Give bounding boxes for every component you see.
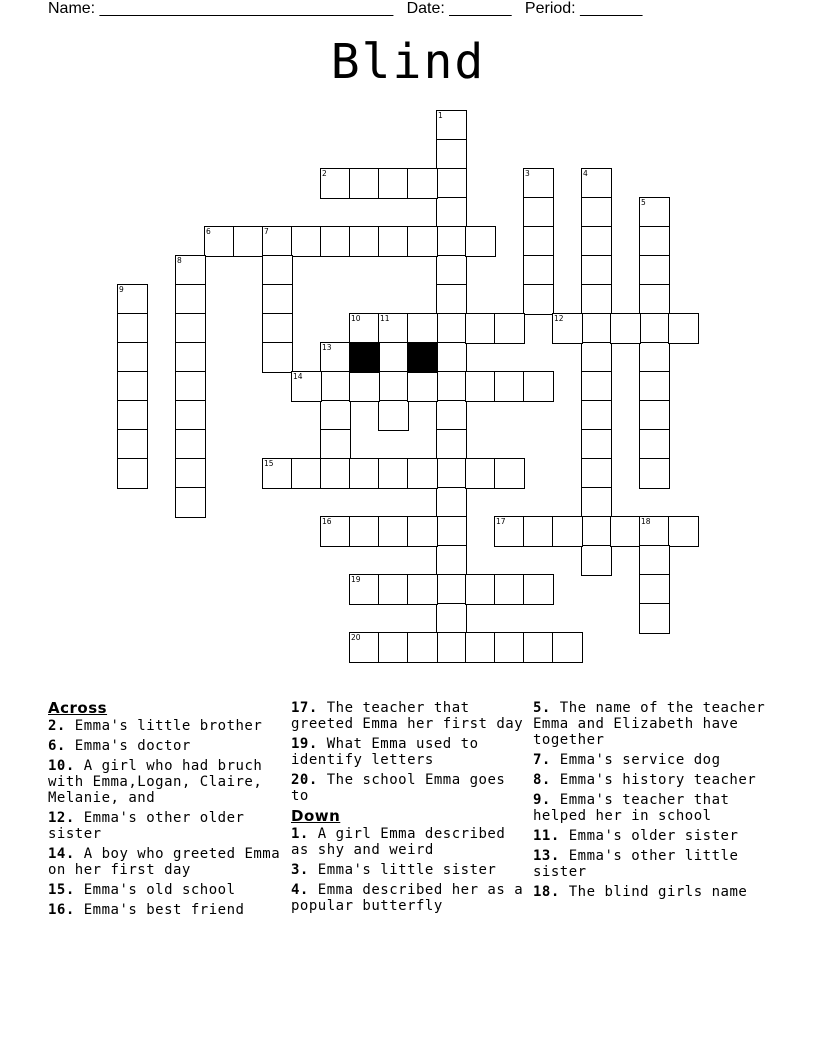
crossword-cell[interactable]	[639, 342, 670, 373]
crossword-cell[interactable]	[668, 516, 699, 547]
clue-number-label: 8.	[533, 772, 551, 788]
across-clue	[48, 718, 286, 734]
blocked-cell	[349, 342, 380, 373]
crossword-cell[interactable]	[349, 516, 380, 547]
across-clue	[48, 810, 286, 842]
crossword-cell[interactable]	[117, 429, 148, 460]
crossword-cell[interactable]	[320, 429, 351, 460]
crossword-cell[interactable]	[320, 458, 351, 489]
crossword-cell[interactable]	[581, 284, 612, 315]
crossword-cell[interactable]	[639, 603, 670, 634]
crossword-cell[interactable]	[436, 139, 467, 170]
date-label: Date:	[406, 0, 445, 17]
crossword-cell[interactable]	[349, 313, 380, 344]
crossword-cell[interactable]	[581, 516, 612, 547]
crossword-cell[interactable]	[378, 226, 409, 257]
clue-number: 14	[293, 372, 303, 381]
crossword-cell[interactable]	[291, 226, 322, 257]
crossword-cell[interactable]	[175, 284, 206, 315]
crossword-cell[interactable]	[639, 226, 670, 257]
across-clue	[48, 738, 286, 754]
crossword-cell[interactable]	[320, 226, 351, 257]
crossword-cell[interactable]	[639, 197, 670, 228]
crossword-cell[interactable]	[349, 226, 380, 257]
down-clue	[533, 828, 773, 844]
crossword-cell[interactable]	[117, 284, 148, 315]
crossword-cell[interactable]	[523, 197, 554, 228]
clue-number-label: 7.	[533, 752, 551, 768]
clue-column-2	[291, 700, 529, 918]
crossword-cell[interactable]	[523, 574, 554, 605]
crossword-cell[interactable]	[639, 574, 670, 605]
crossword-cell[interactable]	[407, 168, 438, 199]
crossword-cell[interactable]	[639, 284, 670, 315]
crossword-cell[interactable]	[465, 313, 496, 344]
crossword-cell[interactable]	[523, 168, 554, 199]
crossword-cell[interactable]	[523, 226, 554, 257]
crossword-cell[interactable]	[175, 458, 206, 489]
clue-number: 12	[554, 314, 564, 323]
crossword-cell[interactable]	[639, 255, 670, 286]
crossword-cell[interactable]	[436, 603, 467, 634]
crossword-cell[interactable]	[117, 342, 148, 373]
crossword-cell[interactable]	[639, 313, 670, 344]
down-clue	[533, 848, 773, 880]
crossword-cell[interactable]	[523, 255, 554, 286]
crossword-cell[interactable]	[436, 197, 467, 228]
crossword-cell[interactable]	[117, 400, 148, 431]
down-clue	[291, 862, 529, 878]
crossword-cell[interactable]	[436, 516, 467, 547]
crossword-cell[interactable]	[349, 632, 380, 663]
crossword-cell[interactable]	[436, 574, 467, 605]
clue-text: Emma's old school	[74, 882, 236, 898]
crossword-cell[interactable]	[378, 168, 409, 199]
crossword-cell[interactable]	[291, 371, 322, 402]
clue-number-label: 1.	[291, 826, 309, 842]
crossword-cell[interactable]	[320, 168, 351, 199]
crossword-cell[interactable]	[175, 400, 206, 431]
crossword-cell[interactable]	[494, 516, 525, 547]
crossword-cell[interactable]	[407, 313, 438, 344]
clue-text: Emma's older sister	[559, 828, 739, 844]
clue-text: A boy who greeted Emma on her first day	[48, 846, 281, 878]
crossword-cell[interactable]	[494, 632, 525, 663]
clue-number-label: 6.	[48, 738, 66, 754]
clue-number: 17	[496, 517, 506, 526]
clue-number: 11	[380, 314, 390, 323]
clue-number-label: 15.	[48, 882, 75, 898]
clue-text: Emma described her as a popular butterfly	[291, 882, 524, 914]
crossword-cell[interactable]	[262, 458, 293, 489]
crossword-cell[interactable]	[581, 400, 612, 431]
puzzle-title: Blind	[330, 34, 486, 90]
crossword-cell[interactable]	[581, 197, 612, 228]
clue-text: Emma's teacher that helped her in school	[533, 792, 730, 824]
clue-number-label: 9.	[533, 792, 551, 808]
crossword-cell[interactable]	[436, 458, 467, 489]
clue-number: 1	[438, 111, 443, 120]
crossword-cell[interactable]	[436, 400, 467, 431]
clue-text: A girl who had bruch with Emma,Logan, Claire, Melanie, and	[48, 758, 263, 806]
crossword-cell[interactable]	[378, 632, 409, 663]
crossword-cell[interactable]	[465, 226, 496, 257]
clue-text: The teacher that greeted Emma her first day	[291, 700, 524, 732]
down-clue	[533, 884, 773, 900]
crossword-cell[interactable]	[581, 545, 612, 576]
clue-number-label: 5.	[533, 700, 551, 716]
down-clue	[291, 882, 529, 914]
crossword-cell[interactable]	[639, 429, 670, 460]
across-heading: Across	[48, 699, 108, 717]
crossword-cell[interactable]	[175, 487, 206, 518]
across-clue	[48, 902, 286, 918]
clue-number: 5	[641, 198, 646, 207]
clue-number: 16	[322, 517, 332, 526]
crossword-cell[interactable]	[262, 342, 293, 373]
crossword-cell[interactable]	[436, 110, 467, 141]
crossword-cell[interactable]	[639, 516, 670, 547]
across-clue	[291, 736, 529, 768]
clue-number: 3	[525, 169, 530, 178]
clue-number-label: 16.	[48, 902, 75, 918]
clue-text: Emma's doctor	[65, 738, 191, 754]
period-blank[interactable]: _______	[580, 0, 643, 17]
crossword-cell[interactable]	[581, 429, 612, 460]
clue-text: Emma's other little sister	[533, 848, 739, 880]
crossword-cell[interactable]	[349, 574, 380, 605]
crossword-cell[interactable]	[668, 313, 699, 344]
clue-text: What Emma used to identify letters	[291, 736, 479, 768]
down-clue	[533, 700, 773, 748]
name-label: Name:	[48, 0, 96, 17]
crossword-cell[interactable]	[610, 313, 641, 344]
crossword-cell[interactable]	[349, 168, 380, 199]
down-clue	[533, 772, 773, 788]
clue-number-label: 13.	[533, 848, 560, 864]
clue-text: Emma's little brother	[65, 718, 263, 734]
down-clue	[533, 752, 773, 768]
crossword-cell[interactable]	[175, 255, 206, 286]
clue-number: 13	[322, 343, 332, 352]
clue-number: 9	[119, 285, 124, 294]
crossword-cell[interactable]	[262, 255, 293, 286]
clue-number-label: 10.	[48, 758, 75, 774]
clue-number-label: 12.	[48, 810, 75, 826]
crossword-cell[interactable]	[465, 371, 496, 402]
crossword-cell[interactable]	[639, 545, 670, 576]
across-clue	[48, 846, 286, 878]
across-clue	[48, 882, 286, 898]
down-heading: Down	[291, 807, 341, 825]
crossword-cell[interactable]	[378, 342, 409, 373]
crossword-cell[interactable]	[320, 371, 351, 402]
clue-text: Emma's history teacher	[550, 772, 757, 788]
crossword-cell[interactable]	[494, 371, 525, 402]
clue-text: Emma's best friend	[74, 902, 245, 918]
crossword-cell[interactable]	[436, 313, 467, 344]
clue-number-label: 19.	[291, 736, 318, 752]
crossword-cell[interactable]	[407, 226, 438, 257]
clue-number: 7	[264, 227, 269, 236]
crossword-cell[interactable]	[465, 574, 496, 605]
clue-column-3	[533, 700, 773, 904]
crossword-cell[interactable]	[378, 574, 409, 605]
across-clue	[291, 772, 529, 804]
crossword-cell[interactable]	[378, 458, 409, 489]
crossword-cell[interactable]	[378, 313, 409, 344]
crossword-cell[interactable]	[436, 545, 467, 576]
clue-number: 10	[351, 314, 361, 323]
crossword-cell[interactable]	[552, 313, 583, 344]
crossword-cell[interactable]	[407, 371, 438, 402]
crossword-cell[interactable]	[581, 255, 612, 286]
clue-text: The school Emma goes to	[291, 772, 506, 804]
crossword-cell[interactable]	[291, 458, 322, 489]
clue-text: The blind girls name	[559, 884, 748, 900]
crossword-cell[interactable]	[581, 168, 612, 199]
crossword-cell[interactable]	[581, 313, 612, 344]
crossword-cell[interactable]	[523, 632, 554, 663]
crossword-cell[interactable]	[117, 313, 148, 344]
crossword-cell[interactable]	[436, 429, 467, 460]
crossword-cell[interactable]	[494, 574, 525, 605]
across-clue	[48, 758, 286, 806]
crossword-cell[interactable]	[320, 342, 351, 373]
crossword-cell[interactable]	[378, 516, 409, 547]
clue-number: 15	[264, 459, 274, 468]
crossword-cell[interactable]	[175, 371, 206, 402]
down-clue	[533, 792, 773, 824]
crossword-cell[interactable]	[436, 632, 467, 663]
date-blank[interactable]: _______	[449, 0, 512, 17]
crossword-cell[interactable]	[436, 342, 467, 373]
crossword-cell[interactable]	[552, 516, 583, 547]
clue-text: Emma's other older sister	[48, 810, 245, 842]
period-label: Period:	[524, 0, 576, 17]
crossword-cell[interactable]	[436, 226, 467, 257]
crossword-cell[interactable]	[262, 313, 293, 344]
crossword-cell[interactable]	[204, 226, 235, 257]
clue-number-label: 4.	[291, 882, 309, 898]
clue-number-label: 18.	[533, 884, 560, 900]
crossword-cell[interactable]	[639, 458, 670, 489]
name-blank[interactable]: _________________________________	[99, 0, 394, 17]
crossword-cell[interactable]	[523, 284, 554, 315]
clue-number-label: 11.	[533, 828, 560, 844]
crossword-cell[interactable]	[378, 371, 409, 402]
crossword-cell[interactable]	[581, 342, 612, 373]
clue-number-label: 14.	[48, 846, 75, 862]
crossword-cell[interactable]	[494, 313, 525, 344]
crossword-cell[interactable]	[320, 400, 351, 431]
crossword-cell[interactable]	[407, 458, 438, 489]
clue-number: 20	[351, 633, 361, 642]
crossword-cell[interactable]	[436, 487, 467, 518]
crossword-cell[interactable]	[436, 284, 467, 315]
crossword-cell[interactable]	[436, 255, 467, 286]
crossword-cell[interactable]	[436, 168, 467, 199]
crossword-cell[interactable]	[407, 516, 438, 547]
blocked-cell	[407, 342, 438, 373]
clue-text: The name of the teacher Emma and Elizabeth have together	[533, 700, 766, 748]
clue-text: A girl Emma described as shy and weird	[291, 826, 506, 858]
crossword-cell[interactable]	[407, 632, 438, 663]
crossword-cell[interactable]	[523, 516, 554, 547]
clue-text: Emma's service dog	[550, 752, 721, 768]
clue-number: 18	[641, 517, 651, 526]
crossword-cell[interactable]	[639, 400, 670, 431]
crossword-cell[interactable]	[581, 487, 612, 518]
crossword-cell[interactable]	[320, 516, 351, 547]
clue-number: 6	[206, 227, 211, 236]
clue-column-1	[48, 700, 286, 922]
crossword-cell[interactable]	[349, 458, 380, 489]
crossword-cell[interactable]	[465, 632, 496, 663]
clue-number-label: 20.	[291, 772, 318, 788]
crossword-cell[interactable]	[407, 574, 438, 605]
across-clue	[291, 700, 529, 732]
clue-number: 4	[583, 169, 588, 178]
crossword-cell[interactable]	[581, 458, 612, 489]
crossword-cell[interactable]	[436, 371, 467, 402]
crossword-cell[interactable]	[523, 371, 554, 402]
down-clue	[291, 826, 529, 858]
crossword-cell[interactable]	[349, 371, 380, 402]
clue-number-label: 2.	[48, 718, 66, 734]
clue-number: 2	[322, 169, 327, 178]
crossword-cell[interactable]	[262, 284, 293, 315]
clue-number-label: 17.	[291, 700, 318, 716]
clue-text: Emma's little sister	[308, 862, 497, 878]
crossword-cell[interactable]	[378, 400, 409, 431]
clue-number-label: 3.	[291, 862, 309, 878]
crossword-cell[interactable]	[581, 226, 612, 257]
clue-number: 19	[351, 575, 361, 584]
crossword-cell[interactable]	[465, 458, 496, 489]
clue-number: 8	[177, 256, 182, 265]
crossword-cell[interactable]	[639, 371, 670, 402]
crossword-cell[interactable]	[494, 458, 525, 489]
crossword-cell[interactable]	[175, 429, 206, 460]
crossword-cell[interactable]	[175, 342, 206, 373]
crossword-cell[interactable]	[117, 458, 148, 489]
crossword-cell[interactable]	[610, 516, 641, 547]
crossword-cell[interactable]	[581, 371, 612, 402]
crossword-cell[interactable]	[262, 226, 293, 257]
crossword-cell[interactable]	[233, 226, 264, 257]
crossword-cell[interactable]	[117, 371, 148, 402]
crossword-cell[interactable]	[175, 313, 206, 344]
crossword-cell[interactable]	[552, 632, 583, 663]
